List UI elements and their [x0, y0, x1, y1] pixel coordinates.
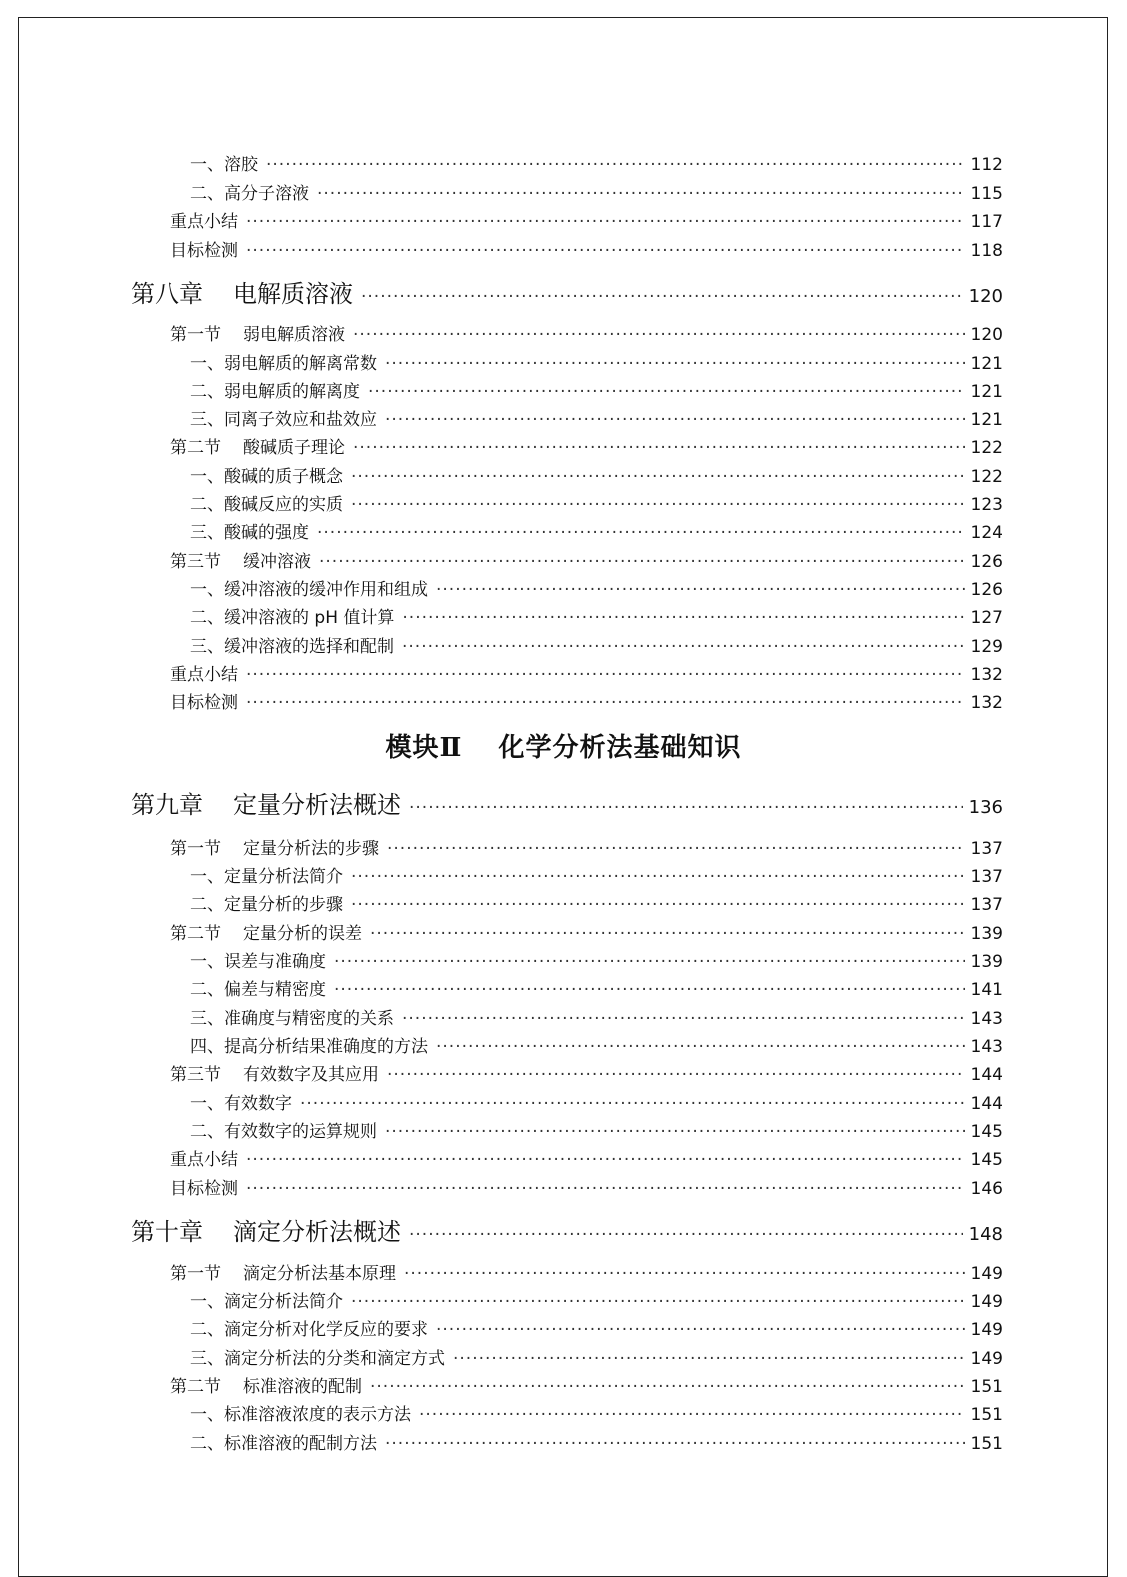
toc-entry-title	[190, 179, 309, 204]
toc-page-number: 120	[970, 325, 1003, 345]
toc-page-number: 139	[970, 952, 1003, 972]
dot-leader	[453, 1349, 965, 1369]
toc-page-number: 137	[970, 895, 1003, 915]
dot-leader	[409, 798, 963, 818]
dot-leader	[402, 608, 964, 628]
toc-page-number: 149	[970, 1264, 1003, 1284]
toc-page-number: 120	[968, 286, 1003, 307]
dot-leader	[319, 552, 965, 572]
toc-chapter-entry	[131, 274, 1003, 309]
dot-leader	[370, 1377, 965, 1397]
toc-entry-title	[170, 688, 238, 713]
toc-entry-label: 电解质溶液	[233, 280, 353, 308]
toc-entry-title	[190, 603, 394, 628]
toc-entry-title	[190, 490, 343, 515]
toc-entry-title	[170, 1060, 379, 1085]
toc-page-number: 123	[970, 495, 1003, 515]
toc-entry-label: 二、定量分析的步骤	[190, 895, 343, 915]
dot-leader	[334, 952, 965, 972]
toc-entry-title	[170, 660, 238, 685]
toc-page-number: 136	[968, 797, 1003, 818]
toc-subsection-entry	[190, 975, 1003, 1000]
toc-page-number: 132	[970, 693, 1003, 713]
dot-leader	[368, 382, 965, 402]
toc-entry-label: 目标检测	[170, 1179, 238, 1199]
toc-page-number: 122	[970, 438, 1003, 458]
toc-page-number: 146	[970, 1179, 1003, 1199]
toc-entry-label: 缓冲溶液	[243, 552, 311, 572]
toc-subsection-entry	[190, 575, 1003, 600]
toc-subsection-entry	[190, 890, 1003, 915]
dot-leader	[351, 1292, 965, 1312]
toc-entry-label: 标准溶液的配制	[243, 1377, 362, 1397]
toc-subsection-entry	[190, 1032, 1003, 1057]
toc-entry-label: 二、高分子溶液	[190, 184, 309, 204]
toc-entry-title	[170, 919, 362, 944]
dot-leader	[385, 1122, 965, 1142]
toc-page-number: 145	[970, 1122, 1003, 1142]
toc-entry-number: 第一节	[170, 839, 221, 859]
toc-entry-title	[190, 1032, 428, 1057]
toc-page-number: 118	[970, 241, 1003, 261]
toc-section-entry	[170, 1259, 1003, 1284]
toc-entry-label: 一、定量分析法简介	[190, 867, 343, 887]
dot-leader	[409, 1225, 963, 1245]
toc-entry-number: 第八章	[131, 280, 203, 308]
toc-chapter-entry	[131, 785, 1003, 820]
toc-entry-title	[190, 1400, 411, 1425]
dot-leader	[419, 1405, 965, 1425]
toc-entry-label: 弱电解质溶液	[243, 325, 345, 345]
toc-entry-label: 一、缓冲溶液的缓冲作用和组成	[190, 580, 428, 600]
dot-leader	[300, 1094, 965, 1114]
toc-entry-title	[190, 975, 326, 1000]
toc-entry-label: 定量分析的误差	[243, 924, 362, 944]
toc-page-number: 144	[970, 1094, 1003, 1114]
toc-entry-label: 二、缓冲溶液的 pH 值计算	[190, 608, 395, 628]
toc-entry-title	[170, 1259, 396, 1284]
dot-leader	[436, 1037, 965, 1057]
toc-entry-number: 第十章	[131, 1218, 203, 1246]
toc-page-number: 149	[970, 1292, 1003, 1312]
toc-entry-title	[190, 1287, 343, 1312]
toc-entry-title	[190, 632, 394, 657]
dot-leader	[266, 155, 965, 175]
toc-entry-title	[190, 518, 309, 543]
toc-section-entry	[170, 207, 1003, 232]
toc-entry-label: 有效数字及其应用	[243, 1065, 379, 1085]
toc-entry-number: 第二节	[170, 438, 221, 458]
toc-subsection-entry	[190, 490, 1003, 515]
dot-leader	[246, 1150, 965, 1170]
toc-entry-label: 三、同离子效应和盐效应	[190, 410, 377, 430]
dot-leader	[402, 637, 965, 657]
toc-entry-title	[190, 890, 343, 915]
toc-entry-title	[170, 320, 345, 345]
toc-page-number: 151	[970, 1405, 1003, 1425]
toc-entry-title	[190, 1089, 292, 1114]
toc-entry-title	[131, 785, 401, 820]
toc-entry-number: 第一节	[170, 325, 221, 345]
dot-leader	[404, 1264, 965, 1284]
toc-subsection-entry	[190, 862, 1003, 887]
dot-leader	[334, 980, 965, 1000]
toc-subsection-entry	[190, 179, 1003, 204]
dot-leader	[436, 580, 965, 600]
toc-entry-label: 二、滴定分析对化学反应的要求	[190, 1320, 428, 1340]
toc-entry-label: 一、滴定分析法简介	[190, 1292, 343, 1312]
dot-leader	[385, 410, 965, 430]
toc-entry-title	[170, 433, 345, 458]
toc-section-entry	[170, 236, 1003, 261]
toc-entry-label: 一、酸碱的质子概念	[190, 467, 343, 487]
toc-section-entry	[170, 688, 1003, 713]
toc-page-number: 137	[970, 867, 1003, 887]
dot-leader	[353, 325, 965, 345]
toc-page-number: 137	[970, 839, 1003, 859]
toc-entry-label: 目标检测	[170, 693, 238, 713]
dot-leader	[317, 523, 965, 543]
toc-entry-title	[190, 1344, 445, 1369]
toc-page-number: 121	[970, 354, 1003, 374]
toc-entry-label: 一、标准溶液浓度的表示方法	[190, 1405, 411, 1425]
toc-entry-title	[190, 150, 258, 175]
toc-entry-label: 一、有效数字	[190, 1094, 292, 1114]
toc-entry-title	[131, 1212, 401, 1247]
toc-entry-title	[170, 547, 311, 572]
toc-entry-label: 三、滴定分析法的分类和滴定方式	[190, 1349, 445, 1369]
toc-subsection-entry	[190, 947, 1003, 972]
toc-entry-label: 定量分析法概述	[233, 791, 401, 819]
toc-section-entry	[170, 547, 1003, 572]
toc-page-number: 141	[970, 980, 1003, 1000]
toc-subsection-entry	[190, 1344, 1003, 1369]
dot-leader	[246, 212, 965, 232]
toc-page-number: 144	[970, 1065, 1003, 1085]
toc-subsection-entry	[190, 377, 1003, 402]
toc-page-number: 151	[970, 1434, 1003, 1454]
toc-entry-title	[190, 862, 343, 887]
toc-section-entry	[170, 660, 1003, 685]
toc-entry-label: 一、溶胶	[190, 155, 258, 175]
toc-entry-label: 三、酸碱的强度	[190, 523, 309, 543]
toc-entry-title	[170, 1174, 238, 1199]
dot-leader	[351, 467, 965, 487]
toc-section-entry	[170, 320, 1003, 345]
dot-leader	[361, 287, 963, 307]
toc-entry-title	[190, 1117, 377, 1142]
toc-entry-label: 二、弱电解质的解离度	[190, 382, 360, 402]
dot-leader	[351, 895, 965, 915]
dot-leader	[246, 693, 965, 713]
toc-subsection-entry	[190, 1117, 1003, 1142]
toc-entry-label: 二、酸碱反应的实质	[190, 495, 343, 515]
dot-leader	[385, 1434, 965, 1454]
dot-leader	[351, 495, 965, 515]
dot-leader	[402, 1009, 965, 1029]
toc-entry-title	[190, 377, 360, 402]
toc-entry-label: 重点小结	[170, 1150, 238, 1170]
toc-subsection-entry	[190, 150, 1003, 175]
toc-subsection-entry	[190, 405, 1003, 430]
toc-page-number: 143	[970, 1009, 1003, 1029]
toc-entry-label: 三、缓冲溶液的选择和配制	[190, 637, 394, 657]
toc-page-number: 126	[970, 580, 1003, 600]
toc-entry-title	[170, 834, 379, 859]
toc-subsection-entry	[190, 632, 1003, 657]
toc-entry-label: 二、标准溶液的配制方法	[190, 1434, 377, 1454]
toc-entry-title	[170, 1145, 238, 1170]
toc-entry-label: 酸碱质子理论	[243, 438, 345, 458]
toc-subsection-entry	[190, 1315, 1003, 1340]
toc-section-entry	[170, 1060, 1003, 1085]
toc-subsection-entry	[190, 462, 1003, 487]
toc-subsection-entry	[190, 1429, 1003, 1454]
toc-page-number: 122	[970, 467, 1003, 487]
toc-entry-title	[190, 462, 343, 487]
toc-section-entry	[170, 1145, 1003, 1170]
dot-leader	[436, 1320, 965, 1340]
toc-entry-number: 第三节	[170, 552, 221, 572]
toc-page-number: 126	[970, 552, 1003, 572]
dot-leader	[246, 1179, 965, 1199]
toc-page-number: 129	[970, 637, 1003, 657]
toc-page-number: 143	[970, 1037, 1003, 1057]
toc-entry-title	[170, 236, 238, 261]
toc-entry-label: 三、准确度与精密度的关系	[190, 1009, 394, 1029]
toc-section-entry	[170, 1174, 1003, 1199]
toc-entry-number: 第一节	[170, 1264, 221, 1284]
toc-page-number: 149	[970, 1349, 1003, 1369]
toc-entry-label: 定量分析法的步骤	[243, 839, 379, 859]
module-title: 化学分析法基础知识	[498, 733, 742, 763]
toc-page-number: 117	[970, 212, 1003, 232]
toc-section-entry	[170, 834, 1003, 859]
toc-entry-label: 二、有效数字的运算规则	[190, 1122, 377, 1142]
toc-entry-label: 滴定分析法概述	[233, 1218, 401, 1246]
toc-subsection-entry	[190, 1287, 1003, 1312]
module-number: 模块Ⅱ	[385, 733, 463, 763]
dot-leader	[385, 354, 965, 374]
toc-page-number: 148	[968, 1224, 1003, 1245]
module-heading	[0, 727, 1127, 764]
toc-entry-title	[190, 1004, 394, 1029]
toc-section-entry	[170, 433, 1003, 458]
toc-subsection-entry	[190, 1004, 1003, 1029]
toc-subsection-entry	[190, 1089, 1003, 1114]
toc-subsection-entry	[190, 349, 1003, 374]
toc-page-number: 121	[970, 382, 1003, 402]
toc-entry-title	[190, 1315, 428, 1340]
toc-entry-label: 滴定分析法基本原理	[243, 1264, 396, 1284]
toc-entry-title	[190, 405, 377, 430]
dot-leader	[370, 924, 965, 944]
toc-page-number: 121	[970, 410, 1003, 430]
toc-entry-label: 四、提高分析结果准确度的方法	[190, 1037, 428, 1057]
toc-entry-label: 目标检测	[170, 241, 238, 261]
toc-subsection-entry	[190, 603, 1003, 628]
toc-entry-title	[131, 274, 353, 309]
toc-entry-label: 一、弱电解质的解离常数	[190, 354, 377, 374]
toc-entry-title	[170, 1372, 362, 1397]
toc-subsection-entry	[190, 1400, 1003, 1425]
toc-page-number: 115	[970, 184, 1003, 204]
dot-leader	[387, 1065, 965, 1085]
toc-page-number: 127	[970, 608, 1003, 628]
toc-entry-number: 第九章	[131, 791, 203, 819]
toc-entry-title	[170, 207, 238, 232]
toc-page-number: 145	[970, 1150, 1003, 1170]
toc-page-number: 149	[970, 1320, 1003, 1340]
dot-leader	[246, 665, 965, 685]
toc-entry-label: 二、偏差与精密度	[190, 980, 326, 1000]
toc-entry-label: 一、误差与准确度	[190, 952, 326, 972]
dot-leader	[387, 839, 965, 859]
toc-entry-title	[190, 575, 428, 600]
toc-page-number: 132	[970, 665, 1003, 685]
toc-subsection-entry	[190, 518, 1003, 543]
toc-section-entry	[170, 919, 1003, 944]
toc-entry-number: 第二节	[170, 924, 221, 944]
toc-section-entry	[170, 1372, 1003, 1397]
toc-chapter-entry	[131, 1212, 1003, 1247]
toc-page-number: 151	[970, 1377, 1003, 1397]
toc-entry-title	[190, 349, 377, 374]
toc-entry-label: 重点小结	[170, 665, 238, 685]
toc-page-number: 124	[970, 523, 1003, 543]
toc-page-number: 112	[970, 155, 1003, 175]
dot-leader	[317, 184, 965, 204]
toc-entry-label: 重点小结	[170, 212, 238, 232]
dot-leader	[353, 438, 965, 458]
toc-entry-number: 第三节	[170, 1065, 221, 1085]
toc-entry-title	[190, 1429, 377, 1454]
dot-leader	[246, 241, 965, 261]
toc-entry-title	[190, 947, 326, 972]
toc-entry-number: 第二节	[170, 1377, 221, 1397]
dot-leader	[351, 867, 965, 887]
toc-page-number: 139	[970, 924, 1003, 944]
